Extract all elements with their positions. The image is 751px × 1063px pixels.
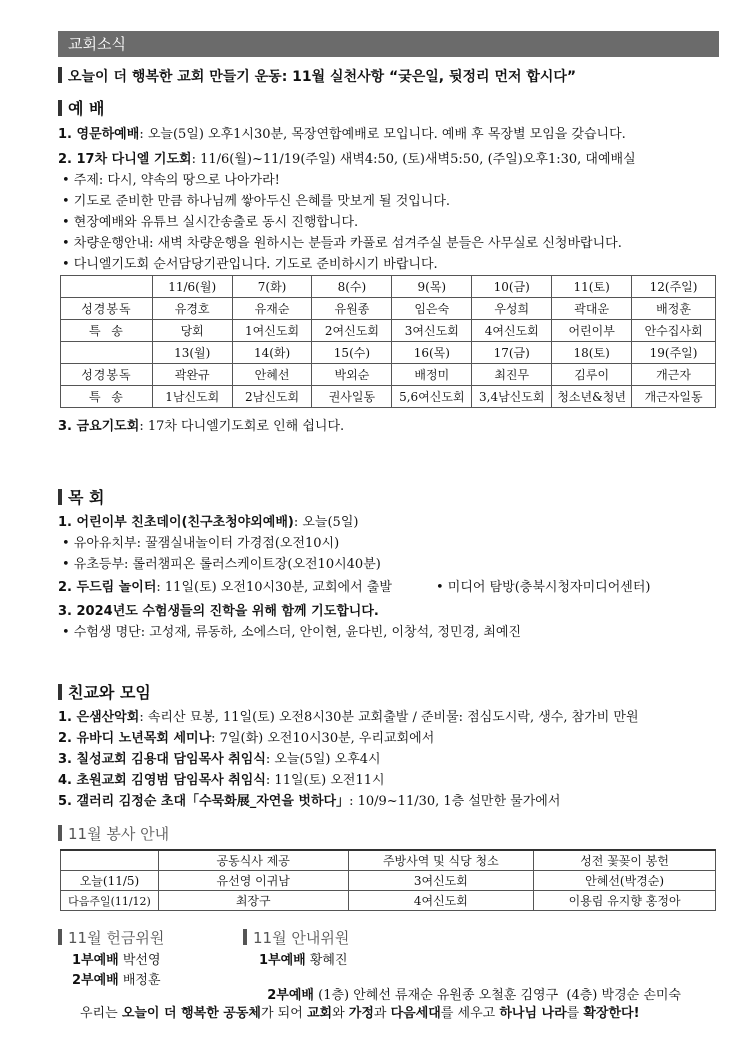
table-header-row: 공동식사 제공 주방사역 및 식당 청소 성전 꽃꽂이 봉헌 (61, 850, 716, 871)
ministry-item-3: 3. 2024년도 수험생들의 진학을 위해 함께 기도합니다. (58, 604, 379, 619)
offering-heading: 11월 헌금위원 (58, 927, 164, 948)
campaign-text: 오늘이 더 행복한 교회 만들기 운동: 11월 실천사항 “궂은일, 뒷정리 먼저 합시다” (68, 69, 577, 85)
offering-row-1: 1부예배 박선영 (72, 953, 161, 968)
usher-row-2: 2부예배 (1층) 안혜선 류재순 유원종 오철훈 김영구 (4층) 박경순 손미숙 (267, 988, 681, 1003)
heading-bar (58, 825, 62, 841)
service-table (60, 849, 716, 911)
bullet-theme: • 주제: 다시, 약속의 땅으로 나아가라! (62, 173, 280, 188)
fellowship-item: 3. 칠성교회 김용대 담임목사 취임식: 오늘(5일) 오후4시 (58, 752, 381, 767)
offering-row-2: 2부예배 배정훈 (72, 973, 161, 988)
worship-heading: 예 배 (58, 96, 104, 119)
heading-bar (58, 100, 62, 116)
table-row: 13(월) 14(화) 15(수) 16(목) 17(금) 18(토) 19(주일) (61, 342, 716, 364)
campaign-heading (58, 66, 576, 86)
bullet-vehicle: • 차량운행안내: 새벽 차량운행을 원하시는 분들과 카풀로 섬겨주실 분들은 사무실로 신청바랍니다. (62, 236, 622, 251)
bullet-order: • 다니엘기도회 순서담당기관입니다. 기도로 준비하시기 바랍니다. (62, 257, 438, 272)
student-list: • 수험생 명단: 고성재, 류동하, 소에스더, 안이현, 윤다빈, 이창석, 정민경, 최예진 (62, 625, 522, 640)
table-row: 다음주일(11/12) 최장구 4여신도회 이용림 유지향 홍정아 (61, 891, 716, 911)
fellowship-item: 4. 초원교회 김영범 담임목사 취임식: 11일(토) 오전11시 (58, 773, 385, 788)
fellowship-item: 5. 갤러리 김정순 초대「수묵화展_자연을 벗하다」: 10/9~11/30, 1층 설만한 물가에서 (58, 794, 561, 809)
table-row: 오늘(11/5) 유선영 이귀남 3여신도회 안혜선(박경순) (61, 871, 716, 891)
usher-row-1: 1부예배 황혜진 (259, 953, 348, 968)
fellowship-heading: 친교와 모임 (58, 680, 151, 703)
ministry-heading: 목 회 (58, 485, 104, 508)
ministry-sub-1: • 유아유치부: 꿀잼실내놀이터 가경점(오전10시) (62, 536, 340, 551)
heading-bar (243, 929, 247, 945)
fellowship-item: 1. 은샘산악회: 속리산 묘봉, 11일(토) 오전8시30분 교회출발 / 준비물: 점심도시락, 생수, 참가비 만원 (58, 710, 639, 725)
service-heading: 11월 봉사 안내 (58, 823, 169, 844)
table-row: 11/6(월) 7(화) 8(수) 9(목) 10(금) 11(토) 12(주일) (61, 276, 716, 298)
heading-bar (58, 489, 62, 505)
heading-bar (58, 929, 62, 945)
heading-bar (58, 684, 62, 700)
worship-item-3: 3. 금요기도회: 17차 다니엘기도회로 인해 쉽니다. (58, 419, 345, 434)
table-row: 특 송 1남신도회 2남신도회 권사일동 5,6여신도회 3,4남신도회 청소년&청년 개근자일동 (61, 386, 716, 408)
worship-item-1: 1. 영문하예배: 오늘(5일) 오후1시30분, 목장연합예배로 모입니다. 예배 후 목장별 모임을 갖습니다. (58, 127, 626, 142)
daniel-schedule-table (60, 275, 716, 408)
table-row: 성경봉독 곽완규 안혜선 박외순 배정미 최진무 김루이 개근자 (61, 364, 716, 386)
ministry-item-1: 1. 어린이부 친초데이(친구초청야외예배): 오늘(5일) (58, 515, 359, 530)
table-row: 성경봉독 유경호 유재순 유원종 임은숙 우성희 곽대운 배정훈 (61, 298, 716, 320)
heading-bar (58, 67, 62, 83)
usher-heading: 11월 안내위원 (243, 927, 349, 948)
table-row: 특 송 당회 1여신도회 2여신도회 3여신도회 4여신도회 어린이부 안수집사회 (61, 320, 716, 342)
fellowship-item: 2. 유바디 노년목회 세미나: 7일(화) 오전10시30분, 우리교회에서 (58, 731, 435, 746)
worship-item-2: 2. 17차 다니엘 기도회: 11/6(월)~11/19(주일) 새벽4:50, (토)새벽5:50, (주일)오후1:30, 대예배실 (58, 152, 636, 167)
ministry-sub-2: • 유초등부: 롤러챔피온 롤러스케이트장(오전10시40분) (62, 557, 381, 572)
footer-motto: 우리는 오늘이 더 행복한 공동체가 되어 교회와 가정과 다음세대를 세우고 하나님 나라를 확장한다! (80, 1006, 640, 1021)
section-banner: 교회소식 (58, 31, 719, 57)
bullet-broadcast: • 현장예배와 유튜브 실시간송출로 동시 진행합니다. (62, 215, 359, 230)
ministry-item-2: 2. 두드림 놀이터: 11일(토) 오전10시30분, 교회에서 출발 (58, 580, 392, 595)
media-tour: • 미디어 탐방(충북시청자미디어센터) (436, 580, 651, 595)
bullet-grace: • 기도로 준비한 만큼 하나님께 쌓아두신 은혜를 맛보게 될 것입니다. (62, 194, 451, 209)
